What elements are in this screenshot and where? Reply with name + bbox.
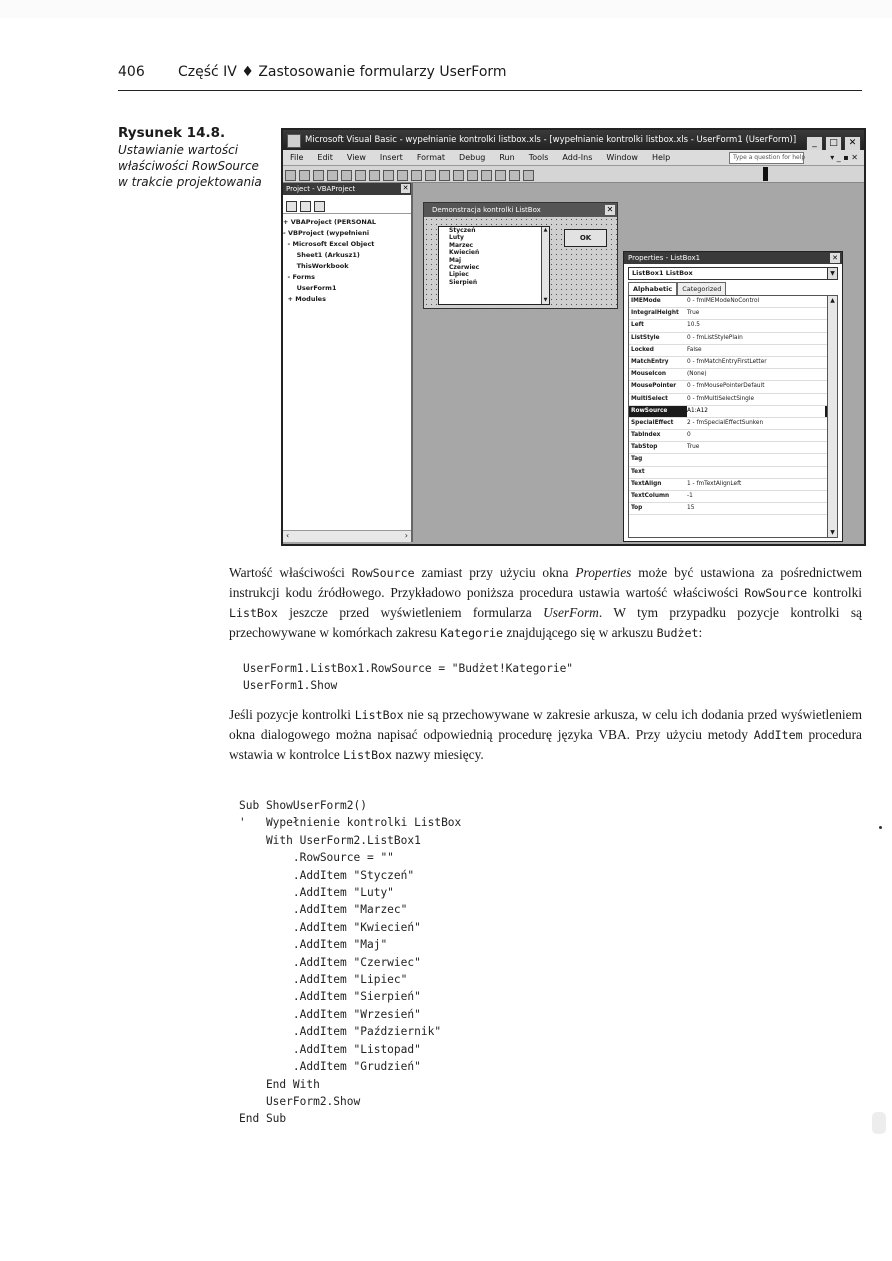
menu-item-add-ins[interactable]: Add-Ins <box>562 153 593 162</box>
properties-scrollbar[interactable] <box>827 296 837 537</box>
text-run: kontrolki <box>807 585 862 600</box>
toolbox-icon[interactable] <box>509 170 520 181</box>
code-line: UserForm1.Show <box>243 679 338 692</box>
listbox-items <box>439 227 549 286</box>
italic-term: UserForm <box>543 605 599 620</box>
code-term: Budżet <box>656 626 699 640</box>
property-value[interactable]: 0 - fmMousePointerDefault <box>687 383 765 390</box>
tree-node[interactable]: + Modules <box>283 295 326 303</box>
break-icon[interactable] <box>425 170 436 181</box>
property-name: IMEMode <box>631 298 661 304</box>
tree-node[interactable]: UserForm1 <box>283 284 337 292</box>
code-line: .AddItem "Październik" <box>239 1025 442 1039</box>
code-line: .AddItem "Grudzień" <box>239 1060 421 1074</box>
editor-menubar <box>283 150 864 166</box>
close-icon[interactable]: ✕ <box>830 253 840 263</box>
property-value[interactable]: -1 <box>687 493 693 499</box>
insert-userform-icon[interactable] <box>299 170 310 181</box>
find-icon[interactable] <box>369 170 380 181</box>
code-line: .AddItem "Styczeń" <box>239 868 415 882</box>
scroll-down-icon[interactable]: ▼ <box>543 297 548 303</box>
text-run: procedura wstawia w kontrolce <box>229 727 862 762</box>
scroll-right-icon[interactable]: › <box>404 531 408 540</box>
tree-node[interactable]: - VBProject (wypełnieni <box>283 229 370 237</box>
paragraph-1 <box>229 563 862 643</box>
property-row[interactable] <box>629 503 837 515</box>
scroll-up-icon[interactable]: ▲ <box>830 297 835 304</box>
code-line: .AddItem "Luty" <box>239 886 394 900</box>
project-toolbar <box>283 195 411 214</box>
running-header <box>118 60 862 91</box>
listbox-item: Czerwiec <box>449 264 480 272</box>
scroll-down-icon[interactable]: ▼ <box>830 529 835 536</box>
chevron-down-icon[interactable]: ▼ <box>827 268 837 279</box>
code-line: .AddItem "Marzec" <box>239 903 408 917</box>
property-value[interactable]: 1 - fmTextAlignLeft <box>687 480 742 487</box>
text-cursor-icon <box>763 167 768 181</box>
listbox-control[interactable] <box>438 226 550 305</box>
property-row[interactable] <box>629 369 837 381</box>
text-run: : <box>698 625 703 640</box>
property-row[interactable] <box>629 394 837 406</box>
property-value[interactable]: True <box>687 310 700 317</box>
project-tree <box>283 214 411 305</box>
project-explorer-title-text: Project - VBAProject <box>286 185 356 193</box>
property-value[interactable]: 0 - fmListStylePlain <box>687 334 743 341</box>
listbox-item: Maj <box>449 256 462 264</box>
property-row[interactable] <box>629 454 837 466</box>
property-name: Tag <box>631 456 643 463</box>
ok-button[interactable]: OK <box>564 229 607 247</box>
property-value[interactable]: True <box>687 444 700 451</box>
menu-item-insert[interactable]: Insert <box>379 153 403 162</box>
figure-caption <box>118 125 268 190</box>
property-name: RowSource <box>631 407 668 414</box>
property-value[interactable]: (None) <box>687 371 707 378</box>
close-icon[interactable]: ✕ <box>402 184 409 192</box>
project-explorer <box>283 183 413 542</box>
properties-tabs <box>628 282 838 295</box>
property-row[interactable] <box>629 296 837 308</box>
project-explorer-icon[interactable] <box>467 170 478 181</box>
ask-question-box[interactable]: Type a question for help <box>729 152 804 164</box>
property-name: Locked <box>631 346 654 353</box>
listbox-item: Lipiec <box>449 271 469 279</box>
code-line: .AddItem "Wrzesień" <box>239 1007 421 1021</box>
maximize-icon[interactable]: □ <box>825 136 842 150</box>
code-block-1 <box>243 660 573 694</box>
vba-editor-screenshot <box>281 128 866 546</box>
paragraph-2 <box>229 705 862 765</box>
menu-item-debug[interactable]: Debug <box>459 153 486 162</box>
property-name: MatchEntry <box>631 358 669 365</box>
properties-window <box>623 251 843 542</box>
tree-node[interactable]: - Forms <box>283 273 315 281</box>
menu-item-file[interactable]: File <box>290 153 304 162</box>
property-row[interactable] <box>629 308 837 320</box>
code-term: ListBox <box>354 708 404 722</box>
view-code-icon[interactable] <box>286 201 297 212</box>
code-term: RowSource <box>351 566 415 580</box>
property-value[interactable]: A1:A12 <box>687 406 825 417</box>
property-row[interactable] <box>629 479 837 491</box>
project-explorer-title <box>283 183 411 195</box>
property-row[interactable] <box>629 418 837 430</box>
properties-icon[interactable] <box>481 170 492 181</box>
properties-titlebar <box>624 252 842 264</box>
property-row[interactable] <box>629 406 837 418</box>
view-object-icon[interactable] <box>300 201 311 212</box>
editor-titlebar <box>283 130 864 150</box>
tab-alphabetic[interactable]: Alphabetic <box>628 282 677 295</box>
code-term: ListBox <box>229 606 278 620</box>
properties-grid <box>628 295 838 538</box>
editor-toolbar <box>283 166 864 183</box>
property-row[interactable] <box>629 467 837 479</box>
window-controls <box>804 133 861 150</box>
text-run: nie są przechowywane w zakresie arkusza, w celu ich dodania przed wyświetleniem okna dialogowego można napisać odpowiednią procedurę języka VBA. Przy użyciu metody <box>229 707 862 742</box>
page-smudge <box>872 1112 886 1134</box>
property-value[interactable]: False <box>687 346 702 353</box>
page-edge <box>0 0 892 18</box>
property-name: MultiSelect <box>631 395 668 402</box>
property-value[interactable]: 0 - fmMultiSelectSingle <box>687 395 755 402</box>
print-speck <box>879 826 882 829</box>
property-name: TabIndex <box>631 432 661 439</box>
property-name: ListStyle <box>631 334 660 341</box>
object-selector[interactable] <box>628 267 838 280</box>
help-icon[interactable] <box>523 170 534 181</box>
text-run: jeszcze przed wyświetleniem formularza <box>277 605 544 620</box>
menu-item-run[interactable]: Run <box>499 153 515 162</box>
property-name: Text <box>631 468 645 475</box>
undo-icon[interactable] <box>383 170 394 181</box>
property-value[interactable]: 15 <box>687 505 695 512</box>
property-name: TextAlign <box>631 480 662 487</box>
scroll-left-icon[interactable]: ‹ <box>286 531 290 540</box>
cut-icon[interactable] <box>327 170 338 181</box>
listbox-item: Luty <box>449 234 464 242</box>
property-row[interactable] <box>629 345 837 357</box>
editor-window-title: Microsoft Visual Basic - wypełnianie kontrolki listbox.xls - [wypełnianie kontrolki listbox.xls - UserForm1 (UserForm)] <box>305 135 797 145</box>
code-line: ' Wypełnienie kontrolki ListBox <box>239 816 462 830</box>
property-name: Top <box>631 505 643 512</box>
close-icon[interactable]: ✕ <box>606 205 614 214</box>
property-value[interactable]: 0 - fmIMEModeNoControl <box>687 298 760 304</box>
menu-item-view[interactable]: View <box>346 153 366 162</box>
redo-icon[interactable] <box>397 170 408 181</box>
text-run: nazwy miesięcy. <box>392 747 484 762</box>
property-row[interactable] <box>629 442 837 454</box>
text-run: . W tym przypadku pozycje kontrolki są przechowywane w komórkach zakresu <box>229 605 862 640</box>
listbox-item: Sierpień <box>449 278 478 286</box>
menu-item-window[interactable]: Window <box>606 153 638 162</box>
save-icon[interactable] <box>313 170 324 181</box>
horizontal-scrollbar[interactable] <box>283 530 411 542</box>
code-term: Kategorie <box>440 626 504 640</box>
property-name: MouseIcon <box>631 371 666 378</box>
listbox-item: Kwiecień <box>449 249 480 257</box>
text-run: zamiast przy użyciu okna <box>414 565 576 580</box>
figure-caption-text: Ustawianie wartości właściwości RowSource w trakcie projektowania <box>118 143 262 189</box>
design-mode-icon[interactable] <box>453 170 464 181</box>
reset-icon[interactable] <box>439 170 450 181</box>
running-title: Część IV ♦ Zastosowanie formularzy UserForm <box>178 64 507 80</box>
menu-item-format[interactable]: Format <box>416 153 446 162</box>
property-row[interactable] <box>629 333 837 345</box>
property-row[interactable] <box>629 491 837 503</box>
figure-label: Rysunek 14.8. <box>118 125 226 141</box>
code-line: .AddItem "Sierpień" <box>239 990 421 1004</box>
text-run: może być ustawiona za pośrednictwem instrukcji kodu źródłowego. Przykładowo poniższa procedura ustawia wartość właściwości <box>229 565 863 600</box>
text-run: Jeśli pozycje kontrolki <box>229 707 355 722</box>
listbox-scrollbar[interactable] <box>541 227 549 304</box>
menu-item-help[interactable]: Help <box>651 153 671 162</box>
properties-title: Properties - ListBox1 <box>628 254 701 262</box>
italic-term: Properties <box>575 565 632 580</box>
excel-view-icon[interactable] <box>285 170 296 181</box>
menubar-window-controls[interactable]: ▾ _ ▪ ✕ <box>830 153 858 162</box>
property-name: TextColumn <box>631 493 670 499</box>
code-line: .AddItem "Listopad" <box>239 1042 421 1056</box>
code-term: RowSource <box>744 586 808 600</box>
code-line: Sub ShowUserForm2() <box>239 799 367 812</box>
close-icon[interactable]: ✕ <box>844 136 861 150</box>
menu-item-edit[interactable]: Edit <box>317 153 333 162</box>
code-term: AddItem <box>753 728 803 742</box>
property-name: SpecialEffect <box>631 419 674 426</box>
paste-icon[interactable] <box>355 170 366 181</box>
code-line: .RowSource = "" <box>239 851 394 865</box>
code-block-2 <box>239 797 461 1128</box>
property-name: Left <box>631 322 644 329</box>
property-name: TabStop <box>631 444 658 451</box>
design-grid <box>424 217 617 308</box>
object-browser-icon[interactable] <box>495 170 506 181</box>
minimize-icon[interactable]: _ <box>806 136 823 150</box>
code-line: End Sub <box>239 1112 287 1126</box>
property-value[interactable]: 0 <box>687 432 691 439</box>
copy-icon[interactable] <box>341 170 352 181</box>
tree-node[interactable]: + VBAProject (PERSONAL <box>283 218 377 226</box>
code-line: .AddItem "Maj" <box>239 938 388 952</box>
userform-designer[interactable] <box>423 202 618 309</box>
property-row[interactable] <box>629 381 837 393</box>
property-row[interactable] <box>629 430 837 442</box>
userform-title: Demonstracja kontrolki ListBox <box>432 206 541 214</box>
property-name: IntegralHeight <box>631 310 679 317</box>
text-run: znajdującego się w arkuszu <box>503 625 657 640</box>
listbox-item: Marzec <box>449 241 474 249</box>
code-line: .AddItem "Kwiecień" <box>239 920 421 934</box>
property-row[interactable] <box>629 320 837 332</box>
code-line: .AddItem "Czerwiec" <box>239 955 421 969</box>
tab-categorized[interactable]: Categorized <box>677 282 726 295</box>
tree-node[interactable]: ThisWorkbook <box>283 262 349 270</box>
code-line: With UserForm2.ListBox1 <box>239 833 421 847</box>
code-term: ListBox <box>343 748 393 762</box>
run-icon[interactable] <box>411 170 422 181</box>
property-value[interactable]: 2 - fmSpecialEffectSunken <box>687 419 764 426</box>
page-number: 406 <box>118 64 145 80</box>
property-row[interactable] <box>629 357 837 369</box>
tree-node[interactable]: Sheet1 (Arkusz1) <box>283 251 360 259</box>
property-name: MousePointer <box>631 383 677 390</box>
code-line: End With <box>239 1077 320 1091</box>
code-line: UserForm2.Show <box>239 1094 361 1108</box>
userform-titlebar <box>424 203 617 217</box>
object-selector-value: ListBox1 ListBox <box>632 269 693 277</box>
listbox-item: Styczeń <box>449 227 476 234</box>
property-value[interactable]: 10.5 <box>687 322 700 329</box>
code-line: .AddItem "Lipiec" <box>239 973 408 987</box>
tree-node[interactable]: - Microsoft Excel Object <box>283 240 375 248</box>
scroll-up-icon[interactable]: ▲ <box>543 227 548 233</box>
menu-item-tools[interactable]: Tools <box>528 153 549 162</box>
text-run: Wartość właściwości <box>229 565 352 580</box>
code-line: UserForm1.ListBox1.RowSource = "Budżet!Kategorie" <box>243 662 574 675</box>
toggle-folders-icon[interactable] <box>314 201 325 212</box>
vba-app-icon <box>287 134 301 148</box>
property-value[interactable]: 0 - fmMatchEntryFirstLetter <box>687 358 767 365</box>
